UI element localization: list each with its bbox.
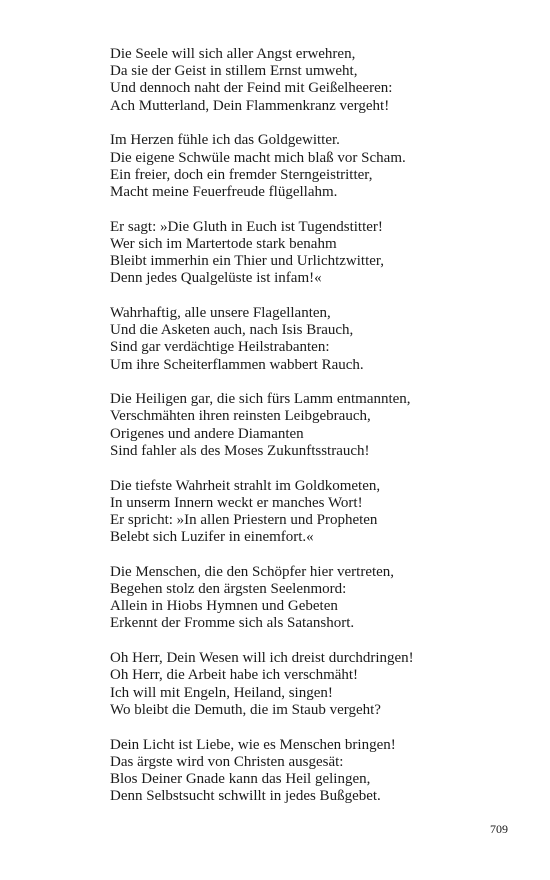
poem-line: Ein freier, doch ein fremder Sterngeistritter, xyxy=(110,166,373,183)
poem-line: Belebt sich Luzifer in einemfort.« xyxy=(110,529,314,546)
poem-line: In unserm Innern weckt er manches Wort! xyxy=(110,494,363,511)
stanza-2 xyxy=(110,132,530,201)
poem-line: Die Menschen, die den Schöpfer hier vertreten, xyxy=(110,563,395,580)
poem-line: Sind gar verdächtige Heilstrabanten: xyxy=(110,339,330,356)
stanza-9 xyxy=(110,737,530,806)
poem-line: Blos Deiner Gnade kann das Heil gelingen, xyxy=(110,770,371,787)
poem-body xyxy=(110,46,530,823)
poem-line: Und die Asketen auch, nach Isis Brauch, xyxy=(110,322,354,339)
poem-line: Und dennoch naht der Feind mit Geißelheeren: xyxy=(110,80,393,97)
poem-line: Oh Herr, die Arbeit habe ich verschmäht! xyxy=(110,667,359,684)
poem-line: Die tiefste Wahrheit strahlt im Goldkometen, xyxy=(110,477,381,494)
poem-line: Erkennt der Fromme sich als Satanshort. xyxy=(110,615,355,632)
stanza-8 xyxy=(110,650,530,719)
poem-line: Allein in Hiobs Hymnen und Gebeten xyxy=(110,598,338,615)
stanza-7 xyxy=(110,564,530,633)
poem-line: Um ihre Scheiterflammen wabbert Rauch. xyxy=(110,356,364,373)
poem-line: Ach Mutterland, Dein Flammenkranz vergeht! xyxy=(110,97,390,114)
poem-line: Origenes und andere Diamanten xyxy=(110,425,304,442)
poem-line: Die eigene Schwüle macht mich blaß vor Scham. xyxy=(110,149,406,166)
poem-line: Denn jedes Qualgelüste ist infam!« xyxy=(110,270,322,287)
poem-line: Wahrhaftig, alle unsere Flagellanten, xyxy=(110,304,331,321)
poem-line: Da sie der Geist in stillem Ernst umweht, xyxy=(110,63,358,80)
poem-line: Die Heiligen gar, die sich fürs Lamm entmannten, xyxy=(110,391,411,408)
stanza-1 xyxy=(110,46,530,115)
poem-line: Die Seele will sich aller Angst erwehren, xyxy=(110,46,356,62)
poem-line: Denn Selbstsucht schwillt in jedes Bußgebet. xyxy=(110,788,381,805)
stanza-4 xyxy=(110,305,530,374)
poem-line: Er spricht: »In allen Priestern und Propheten xyxy=(110,511,378,528)
poem-line: Wer sich im Martertode stark benahm xyxy=(110,235,337,252)
stanza-3 xyxy=(110,219,530,288)
stanza-5 xyxy=(110,391,530,460)
poem-line: Im Herzen fühle ich das Goldgewitter. xyxy=(110,132,340,149)
poem-line: Das ärgste wird von Christen ausgesät: xyxy=(110,753,344,770)
poem-line: Bleibt immerhin ein Thier und Urlichtzwitter, xyxy=(110,253,385,270)
poem-line: Begehen stolz den ärgsten Seelenmord: xyxy=(110,581,347,598)
poem-line: Verschmähten ihren reinsten Leibgebrauch, xyxy=(110,408,371,425)
poem-line: Macht meine Feuerfreude flügellahm. xyxy=(110,183,338,200)
poem-line: Ich will mit Engeln, Heiland, singen! xyxy=(110,684,333,701)
poem-line: Oh Herr, Dein Wesen will ich dreist durchdringen! xyxy=(110,650,414,667)
page-number: 709 xyxy=(490,822,508,836)
stanza-6 xyxy=(110,478,530,547)
poem-line: Wo bleibt die Demuth, die im Staub vergeht? xyxy=(110,701,381,718)
poem-line: Sind fahler als des Moses Zukunftsstrauch! xyxy=(110,442,370,459)
poem-line: Dein Licht ist Liebe, wie es Menschen bringen! xyxy=(110,736,396,753)
poem-line: Er sagt: »Die Gluth in Euch ist Tugendstitter! xyxy=(110,218,383,235)
